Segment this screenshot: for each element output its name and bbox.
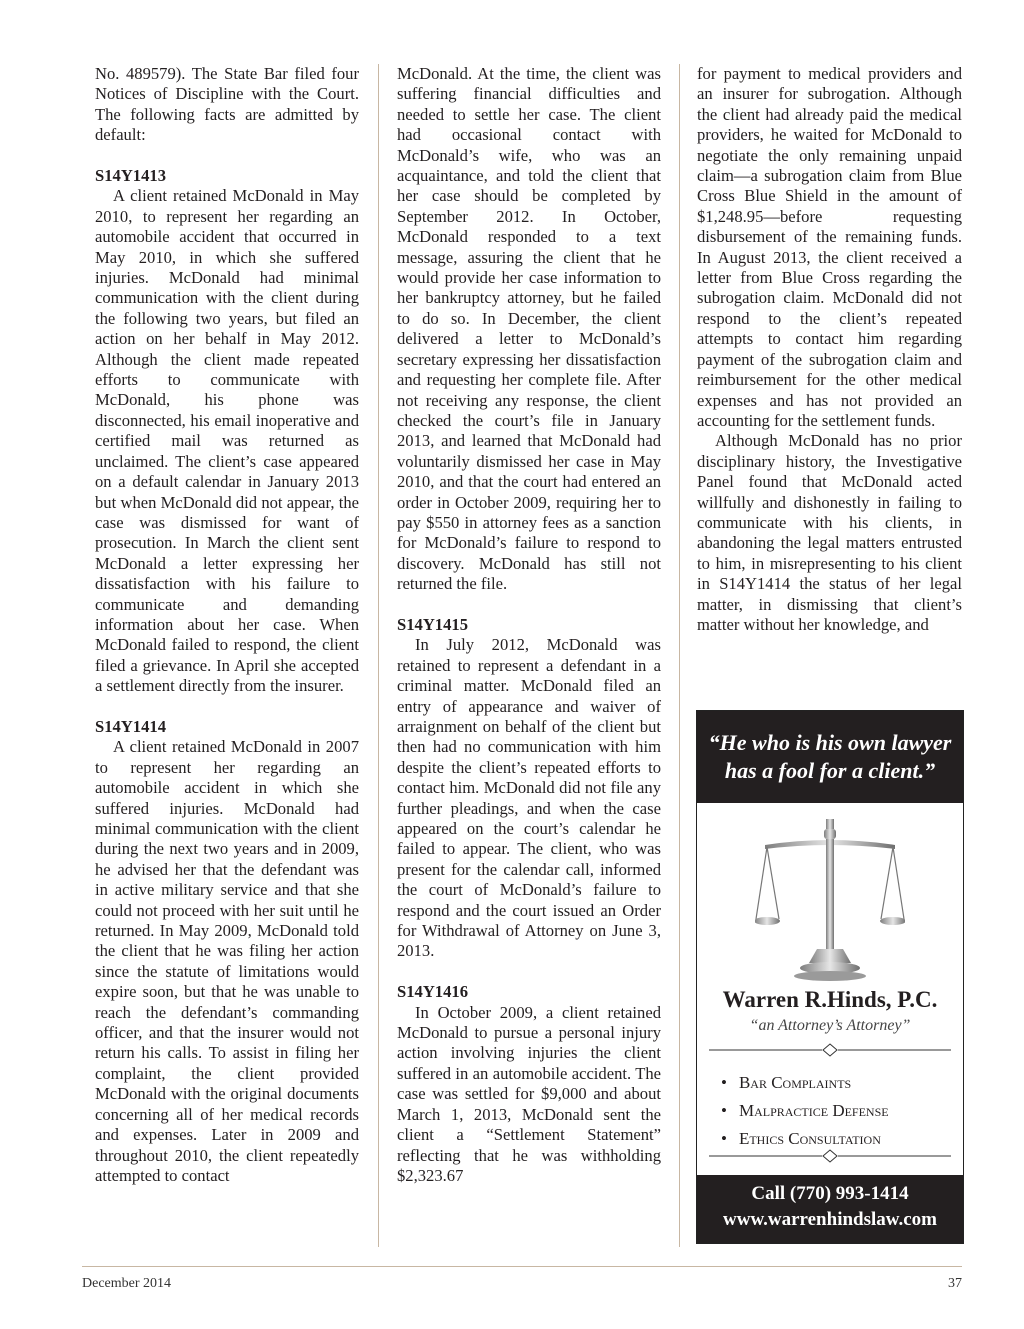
section-heading: S14Y1413 [95,166,166,186]
paragraph: A client retained McDonald in 2007 to represent her regarding an automobile accident in which she suffered injuries. McDonald had minimal communication with the client during the next two years and in 2009, he advised her that the defendant was in active military service and that she could not proceed with her suit until he returned. In May 2009, McDonald told the client that he was filing her action since the statute of limitations would expire soon, but that he was unable to reach the defendant’s commanding officer, and that the insurer would not return his calls. To assist in filing her complaint, the client provided McDonald with the original documents concerning all of her medical records and expenses. Later in 2009 and throughout 2010, the client repeatedly attempted to contact [95,737,359,1185]
section-heading: S14Y1415 [397,614,468,634]
column-rule [679,64,680,1247]
footer-issue-date: December 2014 [82,1276,172,1291]
ad-tagline: “an Attorney’s Attorney” [749,1017,911,1034]
column-rule [378,64,379,1247]
ad-service-item: • Malpractice Defense [721,1097,889,1125]
paragraph: In July 2012, McDonald was retained to represent a defendant in a criminal matter. McDonald filed an entry of appearance and waiver of arraignment on behalf of the client but then had no communication with him despite the client’s repeated efforts to contact him. McDonald did not file any further pleadings, and when the case appeared on the court’s calendar he failed to appear. The client, who was present for the calendar call, informed the court of McDonald’s failure to respond and the court issued an Order for Withdrawal of Attorney on June 3, 2013. [397,635,661,961]
column-1 [95,64,359,1186]
ad-service-item: • Ethics Consultation [721,1125,889,1153]
footer-rule [82,1266,962,1267]
ad-website[interactable]: www.warrenhindslaw.com [723,1209,937,1230]
paragraph: for payment to medical providers and an insurer for subrogation. Although the client had already paid the medical providers, he waited for McDonald to negotiate the only remaining unpaid claim—a subrogation claim from Blue Cross Blue Shield in the amount of $1,248.95—before requesting disbursement of the remaining funds. In August 2013, the client received a letter from Blue Cross regarding the subrogation claim. McDonald did not respond to the client’s repeated attempts to contact him regarding payment of the subrogation claim and reimbursement for the other medical expenses and has not provided an accounting for the settlement funds. [697,64,962,430]
paragraph: In October 2009, a client retained McDonald to pursue a personal injury action involving injuries the client suffered in an automobile accident. The case was settled for $9,000 and about March 1, 2013, McDonald sent the client a “Settlement Statement” reflecting that he was withholding $2,323.67 [397,1002,661,1185]
ad-quote-banner [697,711,963,803]
ad-firm-name: Warren R.Hinds, P.C. [722,987,938,1012]
advertisement [696,710,964,1244]
ad-service-item: • Bar Complaints [721,1069,889,1097]
paragraph: A client retained McDonald in May 2010, to represent her regarding an automobile accident that occurred in May 2010, in which she suffered injuries. McDonald had minimal communication with the client during the following two years, but filed an action on her behalf in May 2012. Although the client made repeated efforts to communicate with McDonald, his phone was disconnected, his email inoperative and certified mail was returned as unclaimed. The client’s case appeared on a default calendar in January 2013 but when McDonald did not appear, the case was dismissed for want of prosecution. In March the client sent McDonald a letter expressing her dissatisfaction with his failure to communicate and demanding information about her case. When McDonald failed to respond, the client filed a grievance. In April she accepted a settlement directly from the insurer. [95,186,359,696]
column-2 [397,64,661,1186]
section-heading: S14Y1416 [397,982,468,1002]
ad-quote-line-1: “He who is his own lawyer [708,730,952,755]
scales-of-justice-icon [755,813,905,983]
diamond-divider-icon [709,1043,951,1057]
paragraph: No. 489579). The State Bar filed four Notices of Discipline with the Court. The following facts are admitted by default: [95,64,359,145]
ad-quote-line-2: has a fool for a client.” [724,758,936,783]
ad-phone: Call (770) 993-1414 [751,1183,909,1204]
ad-services-list [721,1069,889,1153]
diamond-divider-icon [709,1149,951,1163]
section-heading: S14Y1414 [95,716,166,736]
ad-contact-banner [697,1175,963,1243]
column-3 [697,64,962,635]
paragraph: Although McDonald has no prior disciplinary history, the Investigative Panel found that McDonald acted willfully and dishonestly in failing to communicate with his clients, in abandoning the legal matters entrusted to him, in misrepresenting to his client in S14Y1414 the status of her legal matter, in dismissing that client’s matter without her knowledge, and [697,431,962,634]
page-number: 37 [948,1276,962,1291]
paragraph: McDonald. At the time, the client was suffering financial difficulties and needed to settle her case. The client had occasional contact with McDonald’s wife, who was an acquaintance, and told the client that her case should be completed by September 2012. In October, McDonald responded to a text message, assuring the client that he would provide her case information to her bankruptcy attorney, but he failed to do so. In December, the client delivered a letter to McDonald’s secretary expressing her dissatisfaction and requesting her complete file. After not receiving any response, the client checked the court’s file in January 2013, and learned that McDonald had voluntarily dismissed her case in May 2010, and that the court had entered an order in October 2009, requiring her to pay $550 in attorney fees as a sanction for McDonald’s failure to respond to discovery. McDonald has still not returned the file. [397,64,661,594]
